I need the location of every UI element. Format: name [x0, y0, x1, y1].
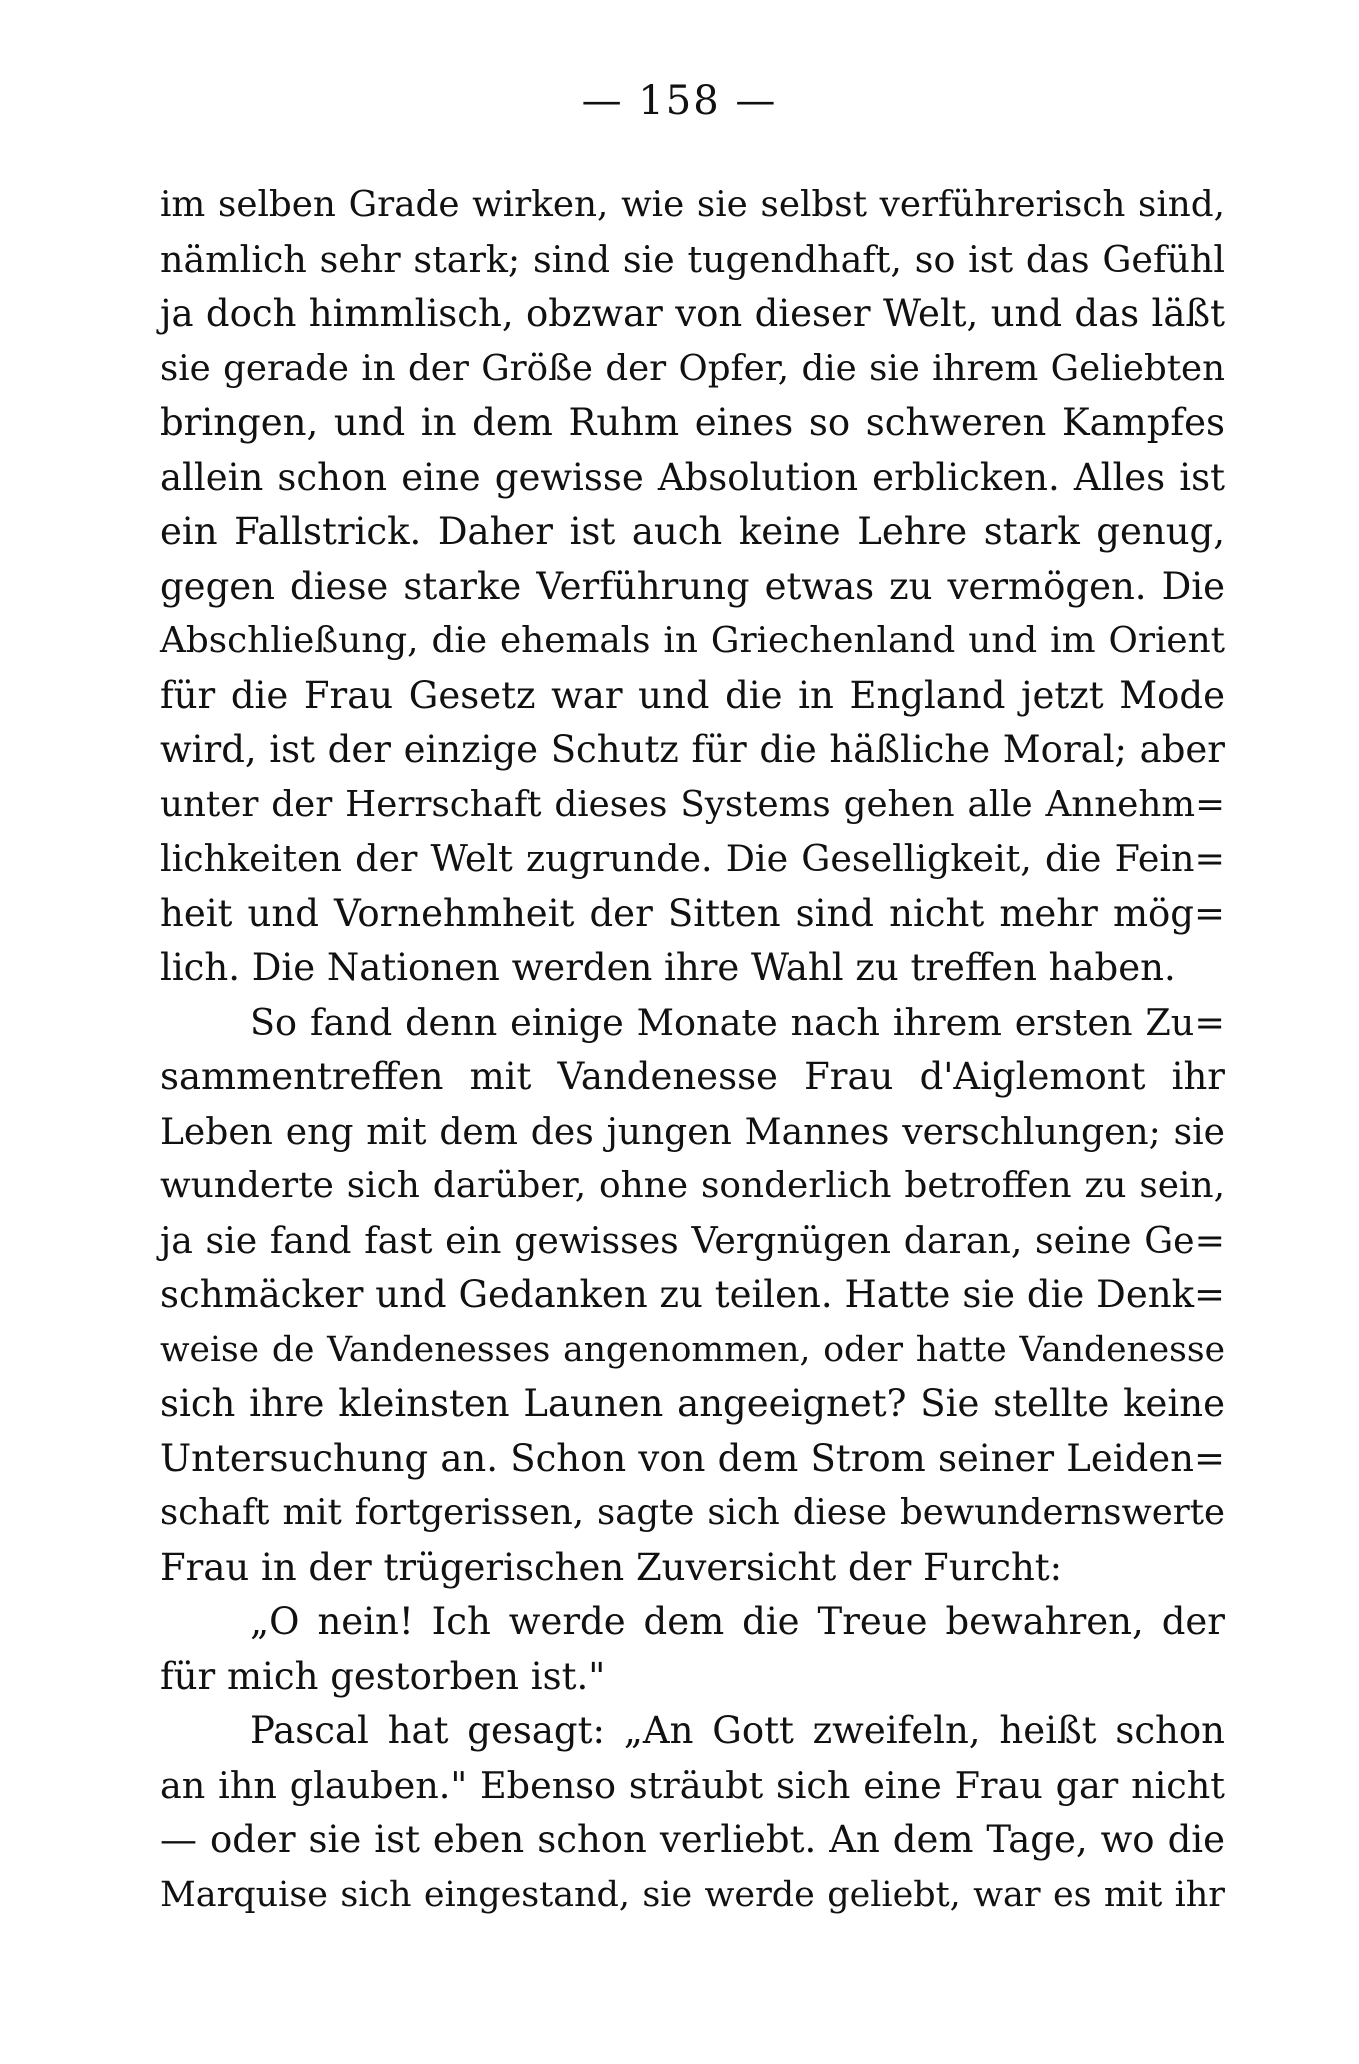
text-line: unter der Herrschaft dieses Systems gehen alle Annehm=: [160, 783, 1225, 825]
text-line: gegen diese starke Verführung etwas zu vermögen. Die: [160, 564, 1225, 608]
text-line: wird, ist der einzige Schutz für die häßliche Moral; aber: [160, 728, 1225, 771]
text-line: Untersuchung an. Schon von dem Strom seiner Leiden=: [160, 1436, 1225, 1480]
text-line: Pascal hat gesagt: „An Gott zweifeln, heißt schon: [250, 1709, 1225, 1752]
text-line: schmäcker und Gedanken zu teilen. Hatte sie die Denk=: [160, 1273, 1225, 1316]
text-line: Frau in der trügerischen Zuversicht der Furcht:: [160, 1545, 1063, 1589]
text-line: an ihn glauben." Ebenso sträubt sich eine Frau gar nicht: [160, 1763, 1225, 1807]
text-line: Leben eng mit dem des jungen Mannes verschlungen; sie: [160, 1110, 1225, 1153]
text-line: wunderte sich darüber, ohne sonderlich betroffen zu sein,: [160, 1165, 1225, 1206]
text-line: lich. Die Nationen werden ihre Wahl zu treffen haben.: [160, 946, 1176, 989]
text-line: im selben Grade wirken, wie sie selbst verführerisch sind,: [160, 184, 1225, 225]
text-line: lichkeiten der Welt zugrunde. Die Geselligkeit, die Fein=: [160, 837, 1225, 880]
page-number: — 158 —: [581, 78, 778, 124]
text-line: ja doch himmlisch, obzwar von dieser Welt, und das läßt: [160, 292, 1225, 335]
text-line: „O nein! Ich werde dem die Treue bewahren, der: [250, 1600, 1225, 1643]
text-line: Abschließung, die ehemals in Griechenland und im Orient: [160, 620, 1225, 661]
text-line: allein schon eine gewisse Absolution erblicken. Alles ist: [160, 455, 1225, 499]
text-line: sich ihre kleinsten Launen angeeignet? Sie stellte keine: [160, 1382, 1225, 1425]
text-line: — oder sie ist eben schon verliebt. An dem Tage, wo die: [160, 1818, 1225, 1861]
text-line: heit und Vornehmheit der Sitten sind nicht mehr mög=: [160, 891, 1225, 935]
text-line: bringen, und in dem Ruhm eines so schweren Kampfes: [160, 401, 1225, 444]
text-line: So fand denn einige Monate nach ihrem ersten Zu=: [250, 1000, 1225, 1044]
text-line: für mich gestorben ist.": [160, 1654, 606, 1698]
text-line: ja sie fand fast ein gewisses Vergnügen daran, seine Ge=: [160, 1218, 1225, 1262]
text-line: schaft mit fortgerissen, sagte sich diese bewundernswerte: [160, 1492, 1225, 1533]
text-line: für die Frau Gesetz war und die in England jetzt Mode: [160, 673, 1225, 717]
text-line: ein Fallstrick. Daher ist auch keine Lehre stark genug,: [160, 510, 1225, 553]
text-line: weise de Vandenesses angenommen, oder hatte Vandenesse: [160, 1329, 1225, 1370]
text-line: sammentreffen mit Vandenesse Frau d'Aiglemont ihr: [160, 1055, 1225, 1098]
body-text: [160, 178, 1225, 1922]
text-line: nämlich sehr stark; sind sie tugendhaft, so ist das Gefühl: [160, 237, 1225, 281]
text-line: Marquise sich eingestand, sie werde geliebt, war es mit ihr: [160, 1874, 1225, 1915]
text-line: sie gerade in der Größe der Opfer, die sie ihrem Geliebten: [160, 347, 1225, 389]
